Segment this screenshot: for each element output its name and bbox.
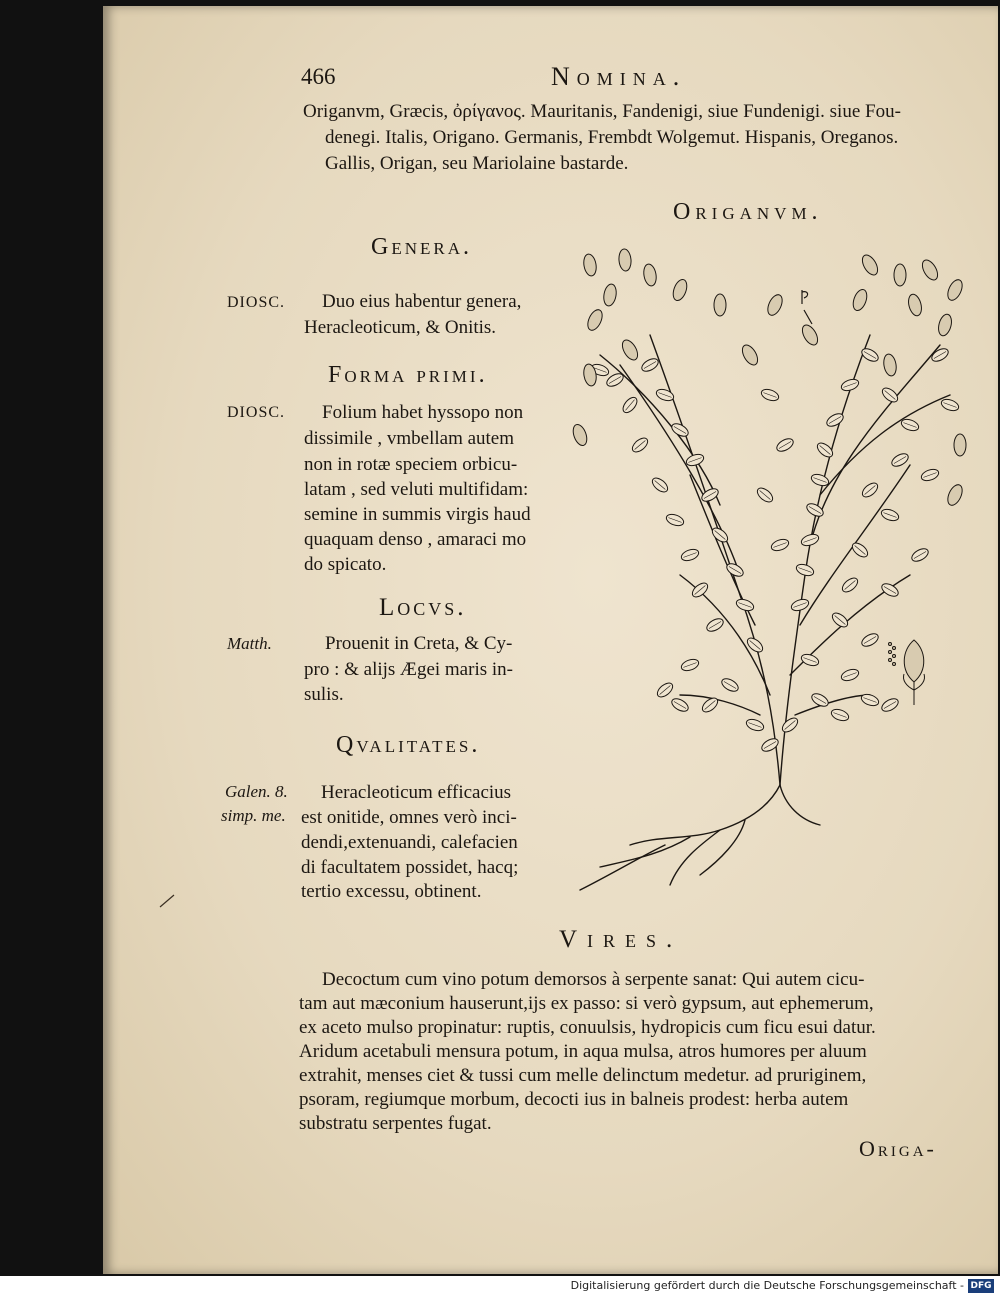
forma-heading: Forma primi. [328,362,488,388]
flower-spike [602,283,618,307]
nomina-line-2: denegi. Italis, Origano. Germanis, Frembdt Wolgemut. Hispanis, Oreganos. [325,127,899,148]
flower-spike [714,294,726,316]
flower-spike [671,278,690,303]
vires-line-7: substratu serpentes fugat. [299,1113,492,1134]
vires-line-3: ex aceto mulso propinatur: ruptis, conuulsis, hydropicis cum ficu esui datur. [299,1017,876,1038]
forma-line-3: non in rotæ speciem orbicu- [304,454,518,475]
figure-caption: Origanvm. [673,199,823,225]
vires-line-4: Aridum acetabuli mensura potum, in aqua mulsa, atros humores per aluum [299,1041,867,1062]
flower-spike [851,288,870,313]
qualitates-margin-note-1: Galen. 8. [225,782,288,801]
qualitates-heading: Qvalitates. [336,732,481,758]
catchword: Origa- [859,1136,937,1161]
qualitates-margin-note-2: simp. me. [221,806,286,825]
digitization-footer [0,1276,1000,1297]
forma-line-6: quaquam denso , amaraci mo [304,529,527,550]
qualitates-line-2: est onitide, omnes verò inci- [301,807,517,828]
forma-margin-note: DIOSC. [227,404,286,421]
forma-line-7: do spicato. [304,554,387,575]
genera-line-1: Duo eius habentur genera, [322,291,522,312]
vires-line-6: psoram, regiumque morbum, decocti ius in balneis prodest: herba autem [299,1089,849,1110]
vires-line-2: tam aut mæconium hauserunt,ijs ex passo: si verò gypsum, aut ephemerum, [299,993,874,1014]
vires-line-1: Decoctum cum vino potum demorsos à serpente sanat: Qui autem cicu- [322,969,865,990]
flower-spike [619,337,640,362]
flower-spike [906,293,923,317]
locus-line-3: sulis. [304,684,344,705]
flower-spike [882,353,898,377]
flower-spike [859,252,880,277]
locus-line-1: Prouenit in Creta, & Cy- [325,633,513,654]
flower-spike [642,263,658,287]
locus-margin-note: Matth. [227,634,272,653]
forma-line-4: latam , sed veluti multifidam: [304,479,529,500]
forma-line-5: semine in summis virgis haud [304,504,531,525]
locus-heading: Locvs. [379,594,467,621]
qualitates-line-3: dendi,extenuandi, calefacien [301,832,518,853]
qualitates-line-4: di facultatem possidet, hacq; [301,857,519,878]
qualitates-line-1: Heracleoticum efficacius [321,782,512,803]
qualitates-line-5: tertio excessu, obtinent. [301,881,482,902]
flower-spike [582,253,598,277]
running-head: Nomina. [551,62,687,91]
dfg-logo: DFG [968,1279,994,1293]
flower-spike [571,423,590,448]
flower-spike [618,249,632,272]
margin-pen-mark [158,891,178,911]
flower-spike [799,322,820,347]
flower-spike [894,264,906,286]
genera-heading: Genera. [371,234,472,260]
genera-line-2: Heracleoticum, & Onitis. [304,317,497,338]
flower-spike [585,307,605,332]
forma-line-2: dissimile , vmbellam autem [304,428,515,449]
forma-line-1: Folium habet hyssopo non [322,402,524,423]
flower-spike [936,313,953,337]
nomina-line-1: Origanvm, Græcis, ὀρίγανος. Mauritanis, Fandenigi, siue Fundenigi. siue Fou- [303,101,901,122]
vires-line-5: extrahit, menses ciet & tussi cum melle delinctum medetur. ad pruriginem, [299,1065,867,1086]
flower-spike [919,257,940,282]
genera-margin-note: DIOSC. [227,294,286,311]
flower-spike [739,342,760,367]
vires-heading: Vires. [559,926,683,953]
locus-line-2: pro : & alijs Ægei maris in- [304,659,513,680]
nomina-line-3: Gallis, Origan, seu Mariolaine bastarde. [325,153,629,174]
flower-spike [945,482,965,507]
page-number: 466 [301,64,336,89]
flower-spike [954,434,966,456]
origanum-woodcut-illustration [570,245,970,895]
footer-credit-text: Digitalisierung gefördert durch die Deutsche Forschungsgemeinschaft - [570,1279,964,1292]
flower-spike [945,277,965,302]
flower-spike [765,292,785,317]
